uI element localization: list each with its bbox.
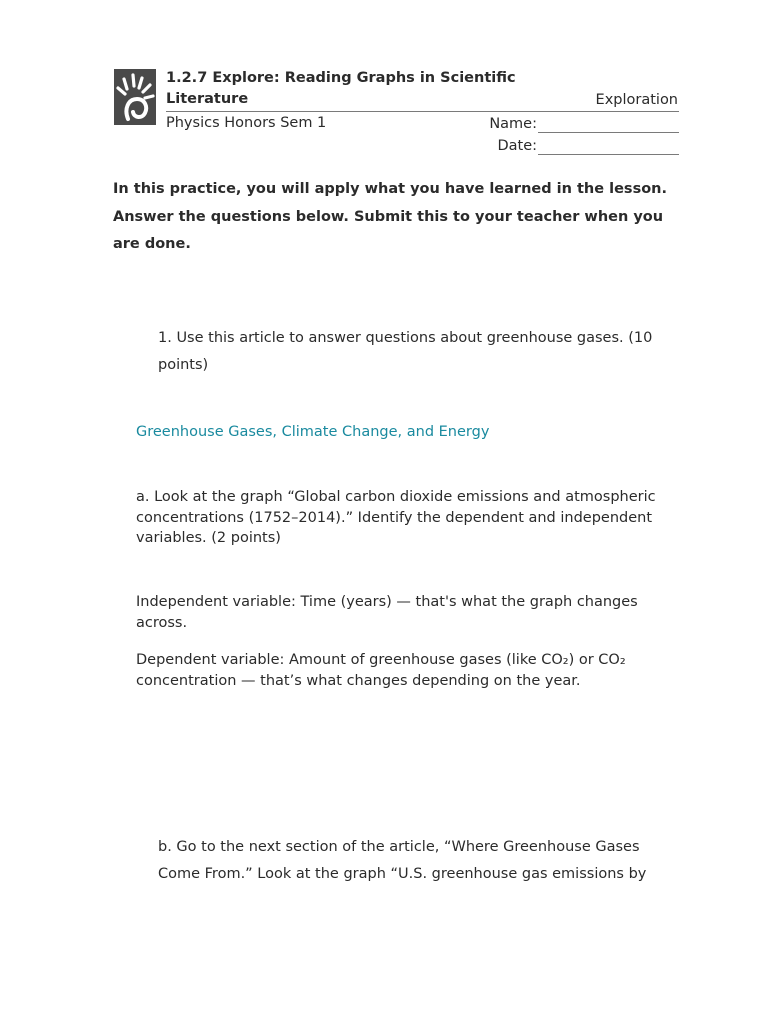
question-1b-prompt: b. Go to the next section of the article, “Where Greenhouse Gases Come From.” Look at the graph “U.S. greenhouse gas emissions by [158, 839, 647, 882]
answer-dependent-variable[interactable]: Dependent variable: Amount of greenhouse gases (like CO₂) or CO₂ concentration — that’s what changes depending on the year. [136, 652, 626, 689]
question-1-prompt: 1. Use this article to answer questions about greenhouse gases. (10 points) [158, 330, 653, 373]
course-name: Physics Honors Sem 1 [166, 115, 327, 131]
article-link[interactable]: Greenhouse Gases, Climate Change, and Energy [136, 424, 490, 440]
name-label: Name: [489, 116, 537, 132]
header-divider [166, 111, 679, 112]
name-field[interactable] [538, 132, 679, 133]
document-type-label: Exploration [595, 92, 678, 108]
question-1a-prompt: a. Look at the graph “Global carbon dioxide emissions and atmospheric concentrations (1752–2014).” Identify the dependent and independent variables. (2 points) [136, 489, 656, 546]
date-label: Date: [497, 138, 537, 154]
instructions: In this practice, you will apply what you have learned in the lesson. Answer the questions below. Submit this to your teacher when you are done. [113, 181, 667, 252]
page-title: 1.2.7 Explore: Reading Graphs in Scientific Literature [166, 70, 516, 107]
answer-independent-variable[interactable]: Independent variable: Time (years) — that's what the graph changes across. [136, 594, 638, 631]
date-field[interactable] [538, 154, 679, 155]
sunburst-logo-icon [114, 69, 156, 125]
